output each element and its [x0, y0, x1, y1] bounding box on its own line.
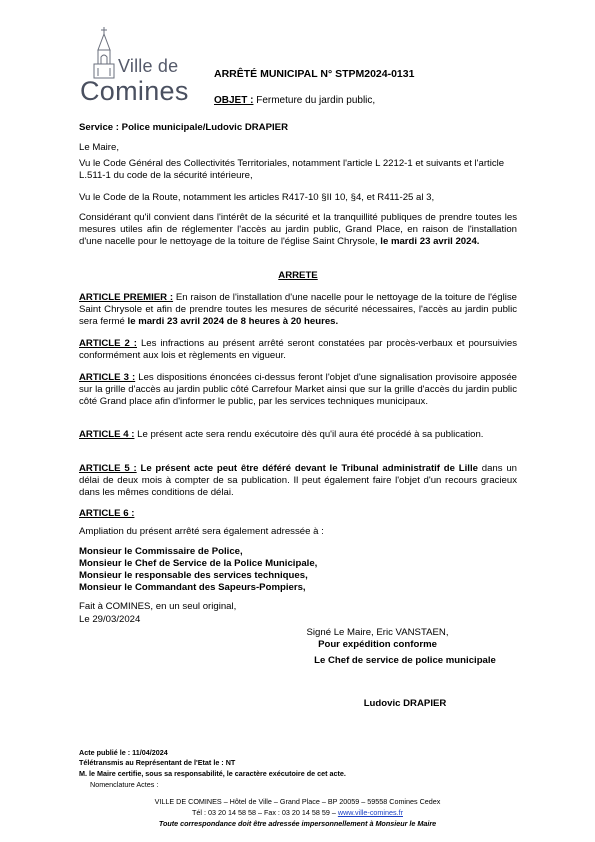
signature-maire: Signé Le Maire, Eric VANSTAEN,: [306, 627, 449, 638]
article-6-label: ARTICLE 6 :: [79, 508, 135, 519]
considerant-text: Considérant qu'il convient dans l'intérêt de la sécurité et la tranquillité publiques de prendre toutes les mesures utiles afin de réglementer l'accès au jardin public, Grand Place, en raison de l'installation d'une nacelle pour le nettoyage de la toiture de l'église Saint Chrysole,: [79, 212, 517, 247]
signature-expedition: Pour expédition conforme: [318, 639, 437, 650]
date-line: Le 29/03/2024: [79, 614, 141, 625]
vu-code-route: Vu le Code de la Route, notamment les articles R417-10 §II 10, §4, et R411-25 al 3,: [79, 192, 435, 203]
vu-cgct: Vu le Code Général des Collectivités Territoriales, notamment l'article L 2212-1 et suivants et l'article L.511-1 du code de la sécurité intérieure,: [79, 158, 505, 181]
website-link[interactable]: www.ville-comines.fr: [337, 808, 403, 817]
article-5: [79, 463, 517, 498]
document-title: ARRÊTÉ MUNICIPAL N° STPM2024-0131: [214, 68, 415, 80]
article-5-text: dans un délai de deux mois à compter de sa publication. Il peut également faire l'objet d'un recours gracieux dans les mêmes conditions de délai.: [79, 463, 517, 498]
service-line: Service : Police municipale/Ludovic DRAPIER: [79, 122, 288, 133]
article-3-text: Les dispositions énoncées ci-dessus feront l'objet d'une signalisation provisoire apposée sur la grille d'accès au jardin public côté Carrefour Market ainsi que sur la grille d'accès du jardin public côté Grand place afin d'informer le public, par les services techniques municipaux.: [79, 372, 517, 407]
signature-block: [270, 627, 485, 651]
article-4-text: Le présent acte sera rendu exécutoire dès qu'il aura été procédé à sa publication.: [134, 429, 484, 440]
article-5-bold: Le présent acte peut être déféré devant le Tribunal administratif de Lille: [136, 463, 478, 474]
signature-chef: Le Chef de service de police municipale: [314, 655, 496, 666]
article-1-date: le mardi 23 avril 2024 de 8 heures à 20 heures.: [124, 315, 339, 327]
logo-text-ville: Ville de: [118, 56, 179, 76]
footer-contact: [60, 808, 535, 819]
footer-publie: Acte publié le : 11/04/2024: [79, 748, 168, 757]
article-2-label: ARTICLE 2 :: [79, 338, 138, 349]
logo-text-comines: Comines: [80, 76, 189, 106]
article-1: [79, 292, 517, 327]
city-logo: [80, 26, 195, 110]
recipient-4: Monsieur le Commandant des Sapeurs-Pompiers,: [79, 582, 306, 593]
footer-correspondance: Toute correspondance doit être adressée impersonnellement à Monsieur le Maire: [158, 819, 437, 828]
footer-certifie: M. le Maire certifie, sous sa responsabilité, le caractère exécutoire de cet acte.: [79, 769, 346, 778]
objet-text: Fermeture du jardin public,: [253, 95, 376, 106]
article-2-text: Les infractions au présent arrêté seront constatées par procès-verbaux et poursuivies conformément aux lois et règlements en vigueur.: [79, 338, 517, 361]
fait-a: Fait à COMINES, en un seul original,: [79, 601, 237, 612]
article-4: [79, 429, 517, 441]
article-1-text: En raison de l'installation d'une nacelle pour le nettoyage de la toiture de l'église Saint Chrysole et afin de prendre toutes les mesures de sécurité nécessaires, l'accès au jardin public sera fermé: [79, 292, 517, 327]
footer-teletransmis: Télétransmis au Représentant de l'Etat le : NT: [79, 758, 236, 767]
article-3-label: ARTICLE 3 :: [79, 372, 136, 383]
objet-label: OBJET :: [214, 95, 254, 106]
article-6: [79, 508, 517, 520]
article-3: [79, 372, 517, 407]
arrete-heading: ARRETE: [278, 270, 318, 281]
footer-tel: Tél : 03 20 14 58 58 – Fax : 03 20 14 58 59 –: [192, 808, 338, 817]
objet-line: [214, 95, 375, 106]
footer-nomenclature: Nomenclature Actes :: [90, 780, 159, 789]
recipient-2: Monsieur le Chef de Service de la Police Municipale,: [79, 558, 318, 569]
article-2: [79, 338, 517, 362]
article-1-label: ARTICLE PREMIER :: [79, 292, 174, 303]
recipient-1: Monsieur le Commissaire de Police,: [79, 546, 243, 557]
article-4-label: ARTICLE 4 :: [79, 429, 135, 440]
recipient-3: Monsieur le responsable des services techniques,: [79, 570, 308, 581]
church-icon: [92, 26, 116, 80]
le-maire: Le Maire,: [79, 142, 119, 153]
ampliation: Ampliation du présent arrêté sera également adressée à :: [79, 526, 324, 537]
signature-name: Ludovic DRAPIER: [363, 698, 447, 709]
considerant-date: le mardi 23 avril 2024.: [377, 235, 480, 247]
footer-address: VILLE DE COMINES – Hôtel de Ville – Grand Place – BP 20059 – 59558 Comines Cedex: [154, 797, 441, 806]
considerant-paragraph: [79, 212, 517, 247]
article-5-label: ARTICLE 5 :: [79, 463, 137, 474]
